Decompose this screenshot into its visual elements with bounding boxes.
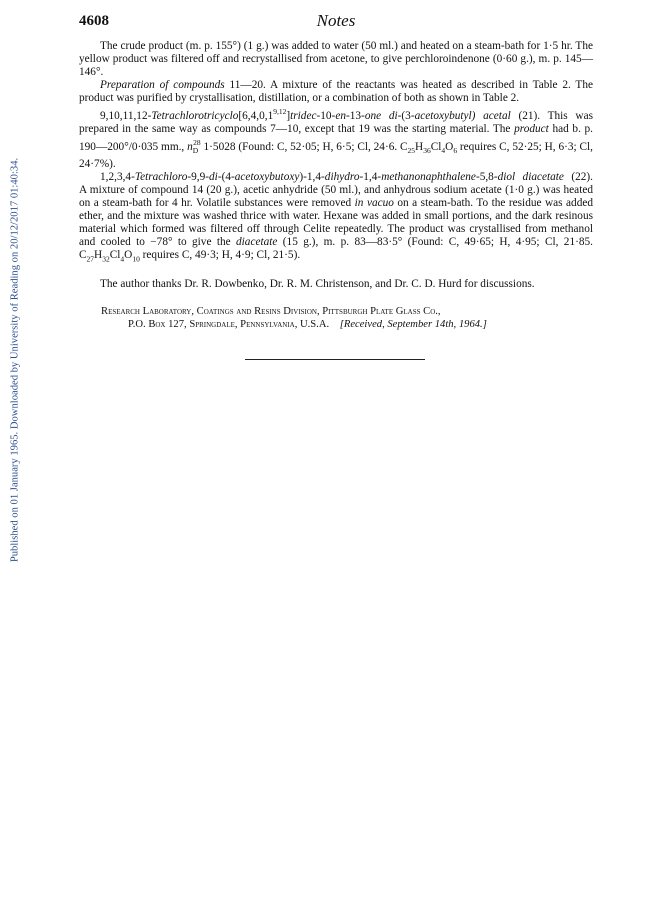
acknowledgement: The author thanks Dr. R. Dowbenko, Dr. R. M. Christenson, and Dr. C. D. Hurd for discussions. — [100, 277, 535, 290]
download-notice — [8, 130, 22, 590]
article-body — [79, 40, 593, 360]
affiliation — [79, 305, 593, 331]
page-header — [79, 11, 593, 33]
page-number: 4608 — [79, 13, 109, 29]
affiliation-line-1: Research Laboratory, Coatings and Resins Division, Pittsburgh Plate Glass Co., — [101, 305, 441, 317]
paragraph-preparation: Preparation of compounds 11—20. A mixture of the reactants was heated as described in Table 2. The product was purified by crystallisation, distillation, or a combination of both as shown in Table 2. — [79, 79, 593, 105]
affiliation-line-2: P.O. Box 127, Springdale, Pennsylvania, U.S.A. [Received, September 14th, 1964.] — [128, 318, 487, 330]
download-notice-text: Published on 01 January 1965. Downloaded by University of Reading on 20/12/2017 01:40:34. — [9, 157, 21, 563]
end-rule — [245, 359, 425, 360]
received-date: [Received, September 14th, 1964.] — [339, 318, 487, 330]
paragraph-compound-21: 9,10,11,12-Tetrachlorotricyclo[6,4,0,1$^{9,12}$]tridec-10-en-13-one di-(3-acetoxybutyl) acetal (21). This was prepared in the same way as compounds 7—10, except that 19 was the starting material. The product had b. p. 190—200°/0·035 mm., $n_D^{28}$ 1·5028 (Found: C, 52·05; H, 6·5; Cl, 24·6. $C_{25}H_{36}Cl_4O_6$ requires C, 52·25; H, 6·3; Cl, 24·7%). — [79, 107, 594, 170]
paragraph-compound-22: 1,2,3,4-Tetrachloro-9,9-di-(4-acetoxybutoxy)-1,4-dihydro-1,4-methanonaphthalene-5,8-diol diacetate (22). A mixture of compound 14 (20 g.), acetic anhydride (50 ml.), and anhydrous sodium acetate (1·0 g.) was heated on a steam-bath for 4 hr. Volatile substances were removed in vacuo on a steam-bath. To the residue was added ether, and the mixture was washed thrice with water. Hexane was added in small portions, and the dark resinous material which formed was filtered off through Celite repeatedly. The product was crystallised from methanol and cooled to −78° to give the diacetate (15 g.), m. p. 83—83·5° (Found: C, 49·65; H, 4·95; Cl, 21·85. $C_{27}H_{32}Cl_4O_{10}$ requires C, 49·3; H, 4·9; Cl, 21·5). — [79, 170, 594, 264]
section-title: Notes — [316, 11, 356, 30]
paragraph-hydrolysis: The crude product (m. p. 155°) (1 g.) was added to water (50 ml.) and heated on a steam-bath for 1·5 hr. The yellow product was filtered off and recrystallised from acetone, to give perchloroindenone (0·60 g.), m. p. 145—146°. — [79, 40, 593, 79]
